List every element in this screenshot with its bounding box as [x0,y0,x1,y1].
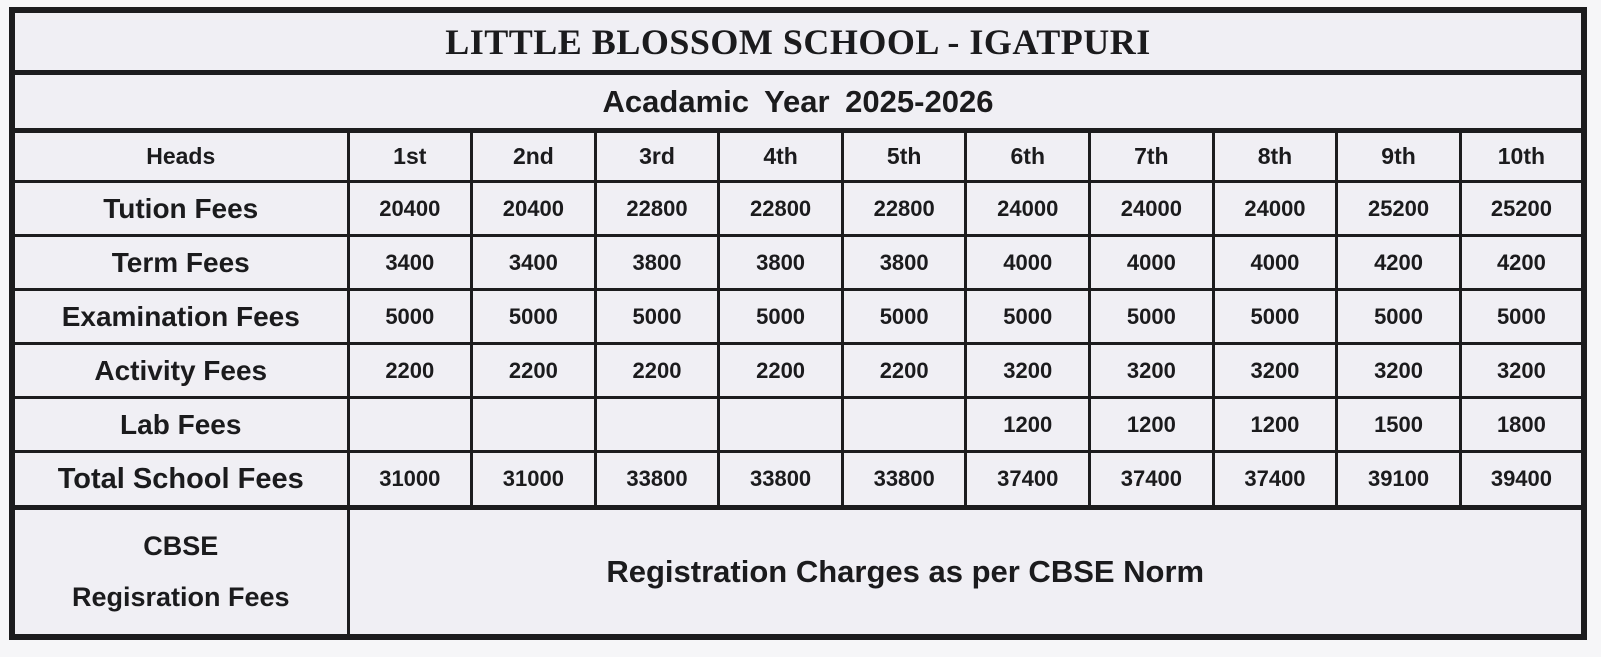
fee-cell: 39400 [1460,452,1584,508]
cbse-note-text: Registration Charges as per CBSE Norm [606,554,1205,589]
fee-cell: 2200 [842,344,966,398]
fee-cell: 3200 [1213,344,1337,398]
fee-cell [595,398,719,452]
fee-cell: 2200 [595,344,719,398]
column-header-3rd: 3rd [595,131,719,182]
fee-cell: 24000 [966,182,1090,236]
column-header-7th: 7th [1090,131,1214,182]
fee-cell: 3200 [966,344,1090,398]
fee-cell: 3200 [1090,344,1214,398]
fee-cell: 5000 [966,290,1090,344]
column-header-10th: 10th [1460,131,1584,182]
fee-cell: 5000 [595,290,719,344]
fee-cell: 37400 [1090,452,1214,508]
fee-cell: 20400 [348,182,472,236]
column-header-9th: 9th [1337,131,1461,182]
fee-cell: 31000 [348,452,472,508]
row-label: Examination Fees [12,290,348,344]
school-title: LITTLE BLOSSOM SCHOOL - IGATPURI [12,10,1584,73]
column-header-8th: 8th [1213,131,1337,182]
fee-cell: 25200 [1460,182,1584,236]
table-row [12,290,1584,344]
column-header-5th: 5th [842,131,966,182]
fee-cell: 31000 [472,452,596,508]
fee-cell: 1800 [1460,398,1584,452]
fee-cell [472,398,596,452]
row-label: Activity Fees [12,344,348,398]
fee-cell: 39100 [1337,452,1461,508]
heads-column-header: Heads [12,131,348,182]
fee-cell: 1200 [966,398,1090,452]
fee-cell: 33800 [842,452,966,508]
fee-cell [348,398,472,452]
fee-cell: 4200 [1337,236,1461,290]
fee-cell: 5000 [1337,290,1461,344]
subtitle-row [12,73,1584,131]
academic-year: Acadamic Year 2025-2026 [12,73,1584,131]
row-label: Term Fees [12,236,348,290]
fee-cell [842,398,966,452]
fee-cell: 3200 [1460,344,1584,398]
fee-cell: 3400 [472,236,596,290]
column-header-2nd: 2nd [472,131,596,182]
fee-cell: 5000 [1460,290,1584,344]
fee-cell: 22800 [842,182,966,236]
cbse-registration-row [12,508,1584,638]
row-label: Total School Fees [12,452,348,508]
fee-cell: 33800 [595,452,719,508]
fee-cell: 1500 [1337,398,1461,452]
fee-cell: 37400 [966,452,1090,508]
fee-cell: 5000 [1090,290,1214,344]
cbse-registration-label [12,508,348,638]
row-label: Lab Fees [12,398,348,452]
fee-cell: 25200 [1337,182,1461,236]
fee-cell: 3200 [1337,344,1461,398]
column-header-6th: 6th [966,131,1090,182]
cbse-label-line1: CBSE [143,530,219,561]
fee-cell: 33800 [719,452,843,508]
table-row [12,344,1584,398]
fee-cell: 4000 [966,236,1090,290]
table-row [12,452,1584,508]
fee-cell: 5000 [719,290,843,344]
fee-cell: 22800 [719,182,843,236]
fee-structure-sheet [9,7,1587,640]
fee-cell: 1200 [1213,398,1337,452]
cbse-registration-label-lines [15,510,347,634]
fee-cell: 37400 [1213,452,1337,508]
table-row [12,236,1584,290]
table-row [12,398,1584,452]
table-row [12,182,1584,236]
class-header-row [12,131,1584,182]
fee-cell: 5000 [1213,290,1337,344]
row-label: Tution Fees [12,182,348,236]
fee-cell: 5000 [842,290,966,344]
fee-cell: 5000 [348,290,472,344]
column-header-1st: 1st [348,131,472,182]
column-header-4th: 4th [719,131,843,182]
fee-cell: 24000 [1213,182,1337,236]
fee-cell: 4000 [1090,236,1214,290]
fee-structure-table [9,7,1587,640]
fee-cell: 1200 [1090,398,1214,452]
fee-cell: 2200 [719,344,843,398]
cbse-registration-note [348,508,1584,638]
fee-cell: 20400 [472,182,596,236]
fee-cell: 24000 [1090,182,1214,236]
fee-cell: 3800 [842,236,966,290]
fee-cell: 3800 [595,236,719,290]
fee-cell: 3800 [719,236,843,290]
fee-cell: 22800 [595,182,719,236]
fee-cell: 2200 [348,344,472,398]
fee-cell: 5000 [472,290,596,344]
cbse-label-line2: Regisration Fees [71,581,290,612]
fee-cell: 3400 [348,236,472,290]
title-row [12,10,1584,73]
fee-cell: 2200 [472,344,596,398]
fee-cell [719,398,843,452]
fee-cell: 4200 [1460,236,1584,290]
fee-cell: 4000 [1213,236,1337,290]
